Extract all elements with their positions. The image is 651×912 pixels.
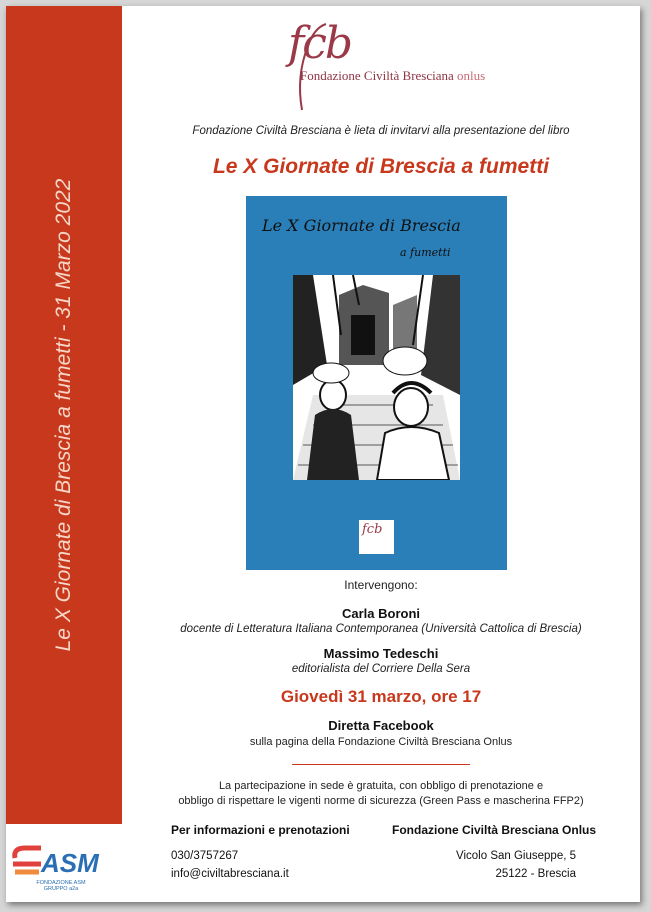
asm-name: FONDAZIONE ASM (36, 880, 86, 886)
book-cover (246, 196, 507, 570)
speaker-role: editorialista del Corriere Della Sera (291, 663, 471, 675)
side-banner (6, 6, 122, 824)
contacts-heading: Per informazioni e prenotazioni (171, 823, 350, 837)
event-date: Giovedì 31 marzo, ore 17 (280, 687, 482, 706)
logo-name-text: Fondazione Civiltà Bresciana (300, 68, 454, 83)
organization-name: Fondazione Civiltà Bresciana Onlus (392, 823, 597, 837)
invitation-page (6, 6, 640, 902)
fcb-logo (274, 16, 486, 112)
side-banner-text: Le X Giornate di Brescia a fumetti - 31 Marzo 2022 (52, 178, 75, 652)
cover-illustration (293, 275, 460, 480)
asm-mark-text: ASM (41, 848, 99, 878)
speaker-name: Massimo Tedeschi (323, 646, 439, 661)
logo-mark: fcb (288, 18, 352, 69)
cover-title: Le X Giornate di Brescia (262, 216, 461, 235)
organization-address: Vicolo San Giuseppe, 5 (456, 850, 576, 862)
speakers-label: Intervengono: (344, 578, 418, 592)
intro-text: Fondazione Civiltà Bresciana è lieta di invitarvi alla presentazione del libro (192, 125, 570, 137)
live-stream-detail: sulla pagina della Fondazione Civiltà Bresciana Onlus (249, 736, 513, 748)
cover-fcb-logo (359, 520, 394, 554)
contact-phone: 030/3757267 (171, 850, 239, 862)
logo-name (300, 68, 485, 84)
cover-logo-mark: fcb (362, 522, 383, 537)
speaker-name: Carla Boroni (341, 606, 420, 621)
notice-line: La partecipazione in sede è gratuita, con obbligo di prenotazione e (218, 780, 544, 792)
comic-illustration-icon (293, 275, 460, 480)
notice-line: obbligo di rispettare le vigenti norme di sicurezza (Green Pass e mascherina FFP2) (178, 795, 584, 807)
asm-group: GRUPPO a2a (43, 886, 79, 892)
contact-email: info@civiltabresciana.it (171, 868, 289, 880)
cover-subtitle: a fumetti (400, 246, 451, 259)
asm-sponsor-logo (11, 838, 116, 894)
speaker-role: docente di Letteratura Italiana Contemporanea (Università Cattolica di Brescia) (180, 623, 582, 635)
logo-onlus: onlus (457, 68, 486, 83)
asm-mark-icon (11, 838, 116, 882)
organization-city: 25122 - Brescia (495, 868, 576, 880)
live-stream-title: Diretta Facebook (328, 718, 434, 733)
book-title: Le X Giornate di Brescia a fumetti (212, 155, 550, 178)
divider (292, 764, 470, 765)
